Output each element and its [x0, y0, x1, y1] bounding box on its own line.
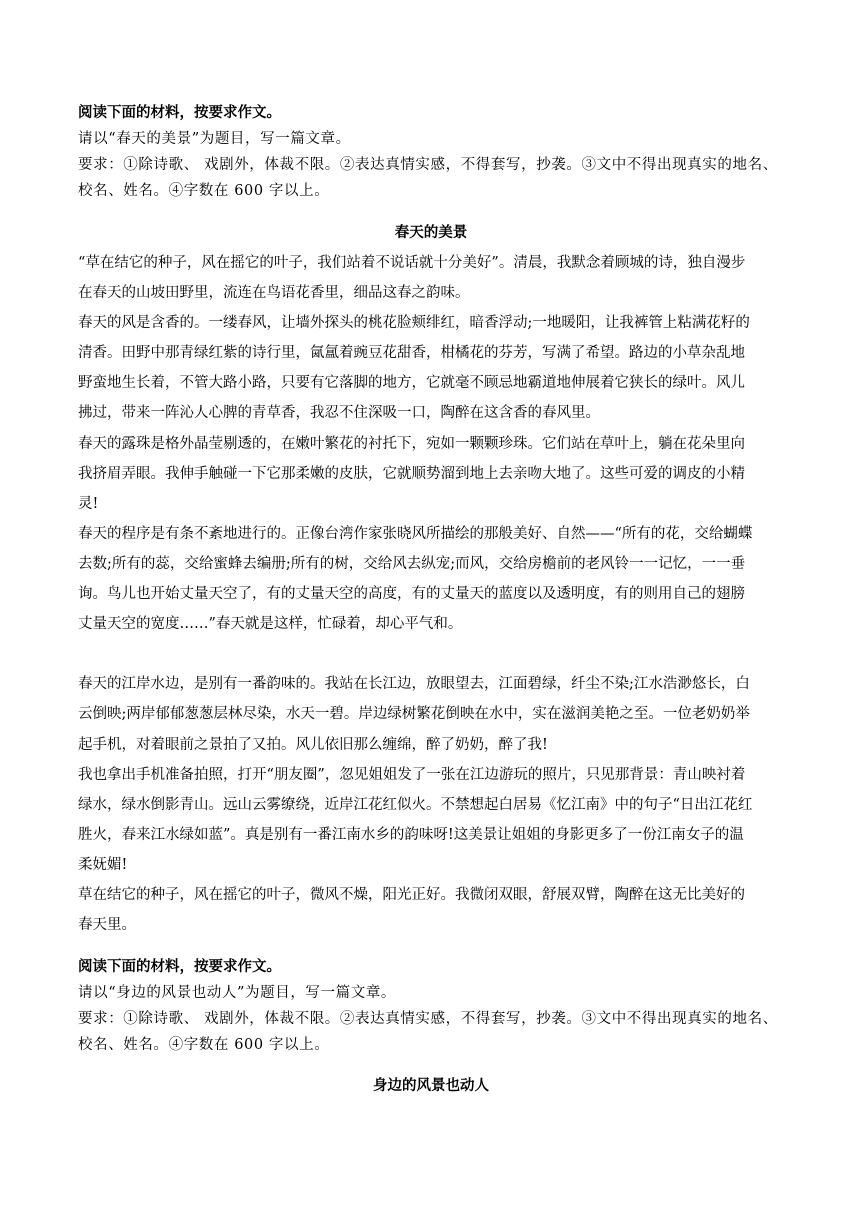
essay-1-title-wrap: [78, 223, 784, 243]
prompt-text: 请以“身边的风景也动人”为题目，写一篇文章。: [78, 985, 397, 1001]
prompt-text: 请以“春天的美景”为题目，写一篇文章。: [78, 131, 351, 147]
essay-line: 野蛮地生长着，不管大路小路，只要有它落脚的地方，它就毫不顾忌地霸道地伸展着它狭长的绿叶。风儿: [78, 375, 745, 392]
essay-2-title-wrap: [78, 1076, 784, 1096]
essay-line: 去数;所有的蕊，交给蜜蜂去编册;所有的树，交给风去纵宠;而风，交给房檐前的老风铃一一记忆，一一垂: [78, 555, 746, 572]
section-heading: 阅读下面的材料，按要求作文。: [78, 105, 281, 121]
essay-line: 春天的江岸水边，是别有一番韵味的。我站在长江边，放眼望去，江面碧绿，纤尘不染;江水浩渺悠长，白: [78, 676, 750, 693]
essay-line: 在春天的山坡田野里，流连在鸟语花香里，细品这春之韵味。: [78, 285, 470, 302]
essay-line: 拂过，带来一阵沁人心脾的青草香，我忍不住深吸一口，陶醉在这含香的春风里。: [78, 405, 600, 422]
essay-1-body: [78, 248, 784, 940]
requirements-line-2: 校名、姓名。④字数在 600 字以上。: [78, 183, 330, 199]
essay-line: 胜火，春来江水绿如蓝”。真是别有一番江南水乡的韵味呀!这美景让姐姐的身影更多了一份江南女子的温: [78, 826, 744, 843]
essay-line: 询。鸟儿也开始丈量天空了，有的丈量天空的高度，有的丈量天的蓝度以及透明度，有的则用自己的翅膀: [78, 586, 745, 603]
requirements-line-1: 要求：①除诗歌、 戏剧外，体裁不限。②表达真情实感，不得套写，抄袭。③文中不得出现真实的地名、: [78, 1011, 778, 1027]
essay-line: 春天里。: [78, 917, 136, 934]
essay-line: “草在结它的种子，风在摇它的叶子，我们站着不说话就十分美好”。清晨，我默念着顾城的诗，独自漫步: [78, 255, 746, 271]
essay-line: 我也拿出手机准备拍照，打开“朋友圈”，忽见姐姐发了一张在江边游玩的照片，只见那背景：青山映衬着: [78, 766, 746, 783]
section-1-instructions: [78, 103, 784, 201]
requirements-line-1: 要求：①除诗歌、 戏剧外，体裁不限。②表达真情实感，不得套写，抄袭。③文中不得出现真实的地名、: [78, 157, 778, 173]
essay-title: 身边的风景也动人: [373, 1078, 489, 1094]
essay-title: 春天的美景: [394, 225, 468, 241]
requirements-line-2: 校名、姓名。④字数在 600 字以上。: [78, 1037, 330, 1053]
essay-line: 柔妩媚!: [78, 856, 128, 873]
essay-line: 云倒映;两岸郁郁葱葱层林尽染，水天一碧。岸边绿树繁花倒映在水中，实在滋润美艳之至。一位老奶奶举: [78, 706, 750, 723]
essay-line: 灵!: [78, 495, 99, 512]
section-2-instructions: [78, 957, 784, 1055]
essay-line: 春天的程序是有条不紊地进行的。正像台湾作家张晓风所描绘的那般美好、自然——“所有的花，交给蝴蝶: [78, 525, 753, 542]
essay-blank-line: [78, 639, 784, 669]
essay-line: 绿水，绿水倒影青山。远山云雾缭绕，近岸江花红似火。不禁想起白居易《忆江南》中的句子“日出江花红: [78, 796, 753, 813]
essay-line: 清香。田野中那青绿红紫的诗行里，氤氲着豌豆花甜香，柑橘花的芬芳，写满了希望。路边的小草杂乱地: [78, 345, 745, 362]
essay-line: 春天的风是含香的。一缕春风，让墙外探头的桃花脸颊绯红，暗香浮动;一地暖阳，让我裤管上粘满花籽的: [78, 315, 750, 332]
essay-line: 丈量天空的宽度……”春天就是这样，忙碌着，却心平气和。: [78, 616, 463, 633]
essay-line: 我挤眉弄眼。我伸手触碰一下它那柔嫩的皮肤，它就顺势溜到地上去亲吻大地了。这些可爱的调皮的小精: [78, 465, 745, 482]
essay-line: 春天的露珠是格外晶莹剔透的，在嫩叶繁花的衬托下，宛如一颗颗珍珠。它们站在草叶上，躺在花朵里向: [78, 435, 745, 452]
essay-line: 起手机，对着眼前之景拍了又拍。风儿依旧那么缠绵，醉了奶奶，醉了我!: [78, 736, 548, 753]
essay-line: 草在结它的种子，风在摇它的叶子，微风不燥，阳光正好。我微闭双眼，舒展双臂，陶醉在这无比美好的: [78, 886, 745, 903]
section-heading: 阅读下面的材料，按要求作文。: [78, 959, 281, 975]
